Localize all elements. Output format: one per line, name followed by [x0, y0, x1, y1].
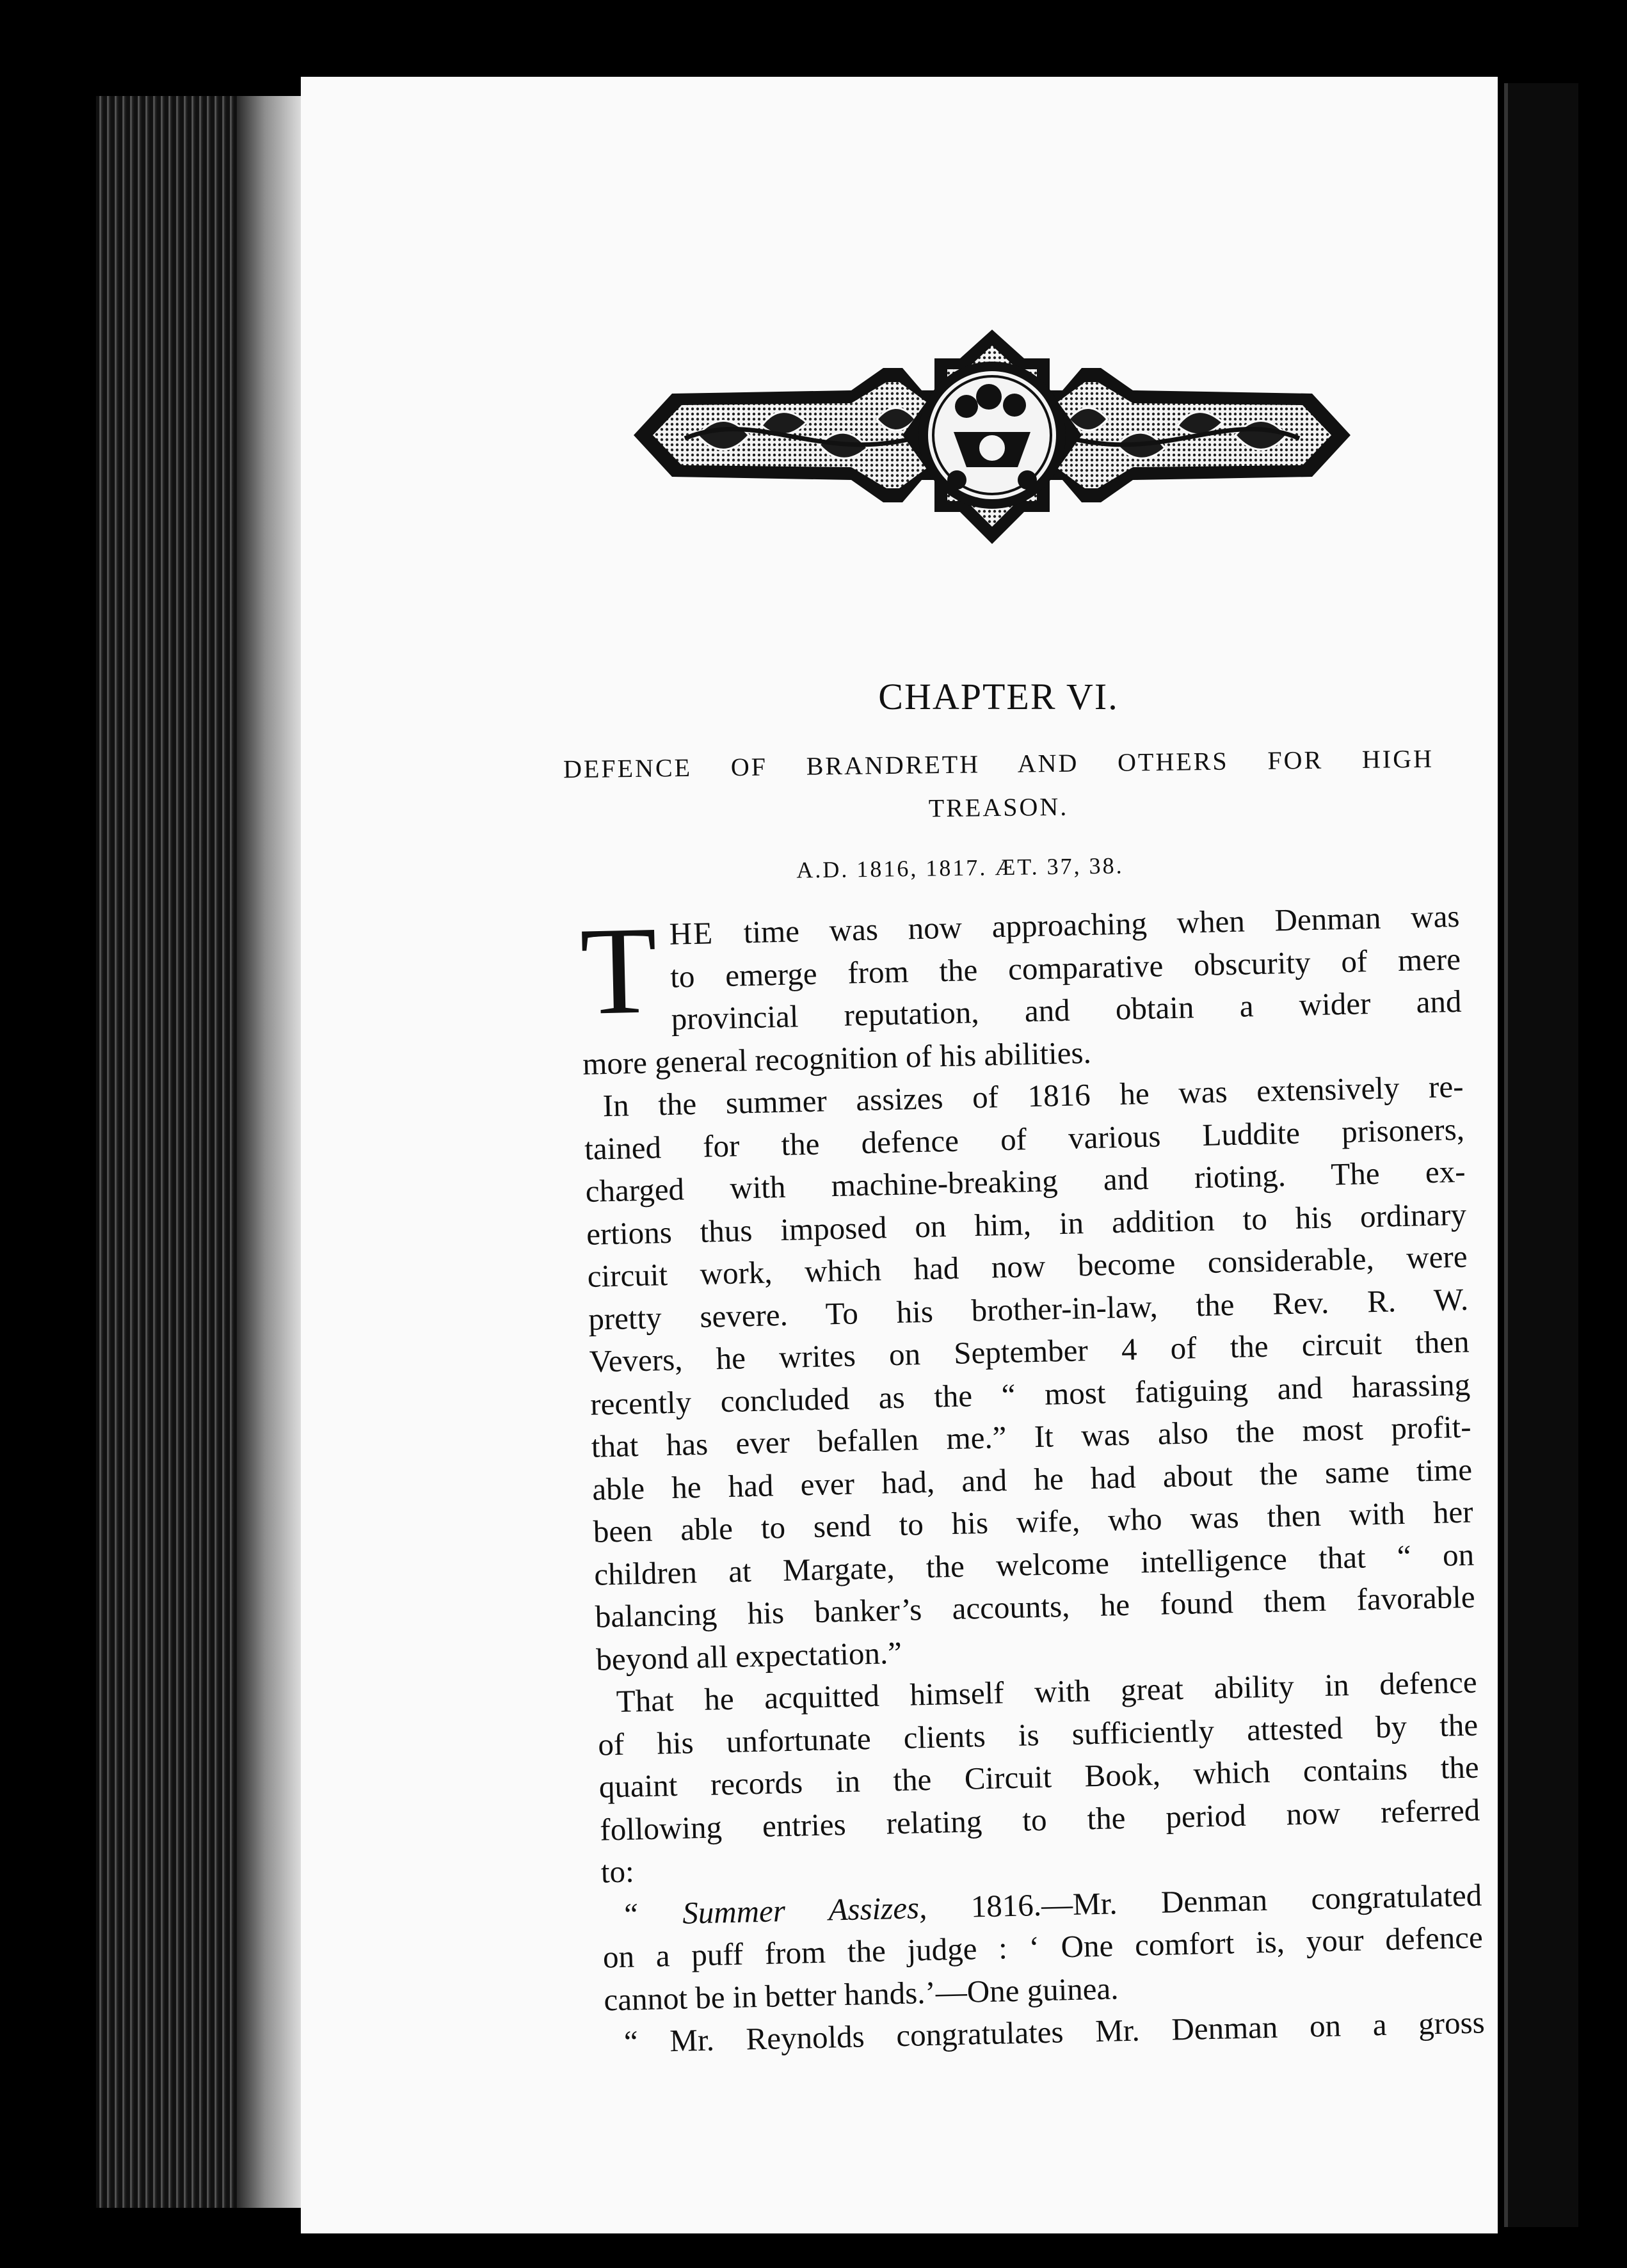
book-page-edges: [96, 96, 307, 2208]
text-line: balancing his banker’s accounts, he found them favorable: [595, 1579, 1476, 1634]
text-line: of his unfortunate clients is sufficiently attested by the: [597, 1706, 1479, 1762]
text-line: beyond all expectation.”: [595, 1634, 902, 1677]
text-line: more general recognition of his abilities.: [582, 1034, 1092, 1082]
text-line: following entries relating to the period now referred: [599, 1791, 1480, 1848]
decorative-headpiece-ornament: [634, 330, 1350, 544]
chapter-title: CHAPTER VI.: [878, 676, 1119, 717]
text-line: on a puff from the judge : ‘ One comfort is, your defence: [602, 1919, 1484, 1975]
italic-heading: “ Summer Assizes,: [620, 1889, 927, 1932]
chapter-subtitle-line-1: DEFENCE OF BRANDRETH AND OTHERS FOR HIGH: [563, 744, 1434, 784]
text-line: been able to send to his wife, who was then with her: [593, 1494, 1474, 1549]
text-line: recently concluded as the “ most fatiguing and harassing: [589, 1366, 1471, 1422]
text-line: “ Mr. Reynolds congratulates Mr. Denman on a gross: [623, 2004, 1486, 2059]
text-line: quaint records in the Circuit Book, which contains the: [598, 1749, 1480, 1805]
text-line: to:: [600, 1853, 635, 1890]
text-line: In the summer assizes of 1816 he was extensively re-: [602, 1068, 1464, 1124]
facing-page-edge: [1504, 83, 1578, 2227]
drop-cap-letter: T: [579, 900, 659, 1041]
text-line: “ Summer Assizes, 1816.—Mr. Denman congratulated: [620, 1876, 1482, 1932]
text-line: to emerge from the comparative obscurity of mere: [669, 941, 1461, 994]
text-line: Vevers, he writes on September 4 of the circuit then: [589, 1323, 1470, 1379]
text-line: cannot be in better hands.’—One guinea.: [603, 1970, 1119, 2018]
text-line: charged with machine-breaking and rioting. The ex-: [585, 1153, 1466, 1209]
chapter-body-text: [579, 895, 1485, 2064]
text-line: children at Margate, the welcome intelligence that “ on: [593, 1537, 1475, 1592]
text-line: that has ever befallen me.” It was also the most profit-: [591, 1409, 1472, 1464]
text-line: HE time was now approaching when Denman was: [669, 898, 1461, 952]
text-line: ertions thus imposed on him, in addition to his ordinary: [586, 1196, 1467, 1252]
text-line: provincial reputation, and obtain a wider and: [671, 983, 1463, 1037]
text-line: tained for the defence of various Luddite prisoners,: [584, 1111, 1465, 1167]
drop-cap-rest: HE: [669, 915, 714, 952]
chapter-subtitle-line-2: TREASON.: [928, 792, 1069, 823]
text-line: able he had ever had, and he had about the same time: [591, 1451, 1473, 1507]
chapter-date-line: A.D. 1816, 1817. ÆT. 37, 38.: [796, 852, 1124, 883]
text-line: circuit work, which had now become considerable, were: [587, 1238, 1468, 1294]
text-line: pretty severe. To his brother-in-law, the Rev. R. W.: [588, 1281, 1469, 1337]
text-line: That he acquitted himself with great ability in defence: [616, 1664, 1478, 1719]
